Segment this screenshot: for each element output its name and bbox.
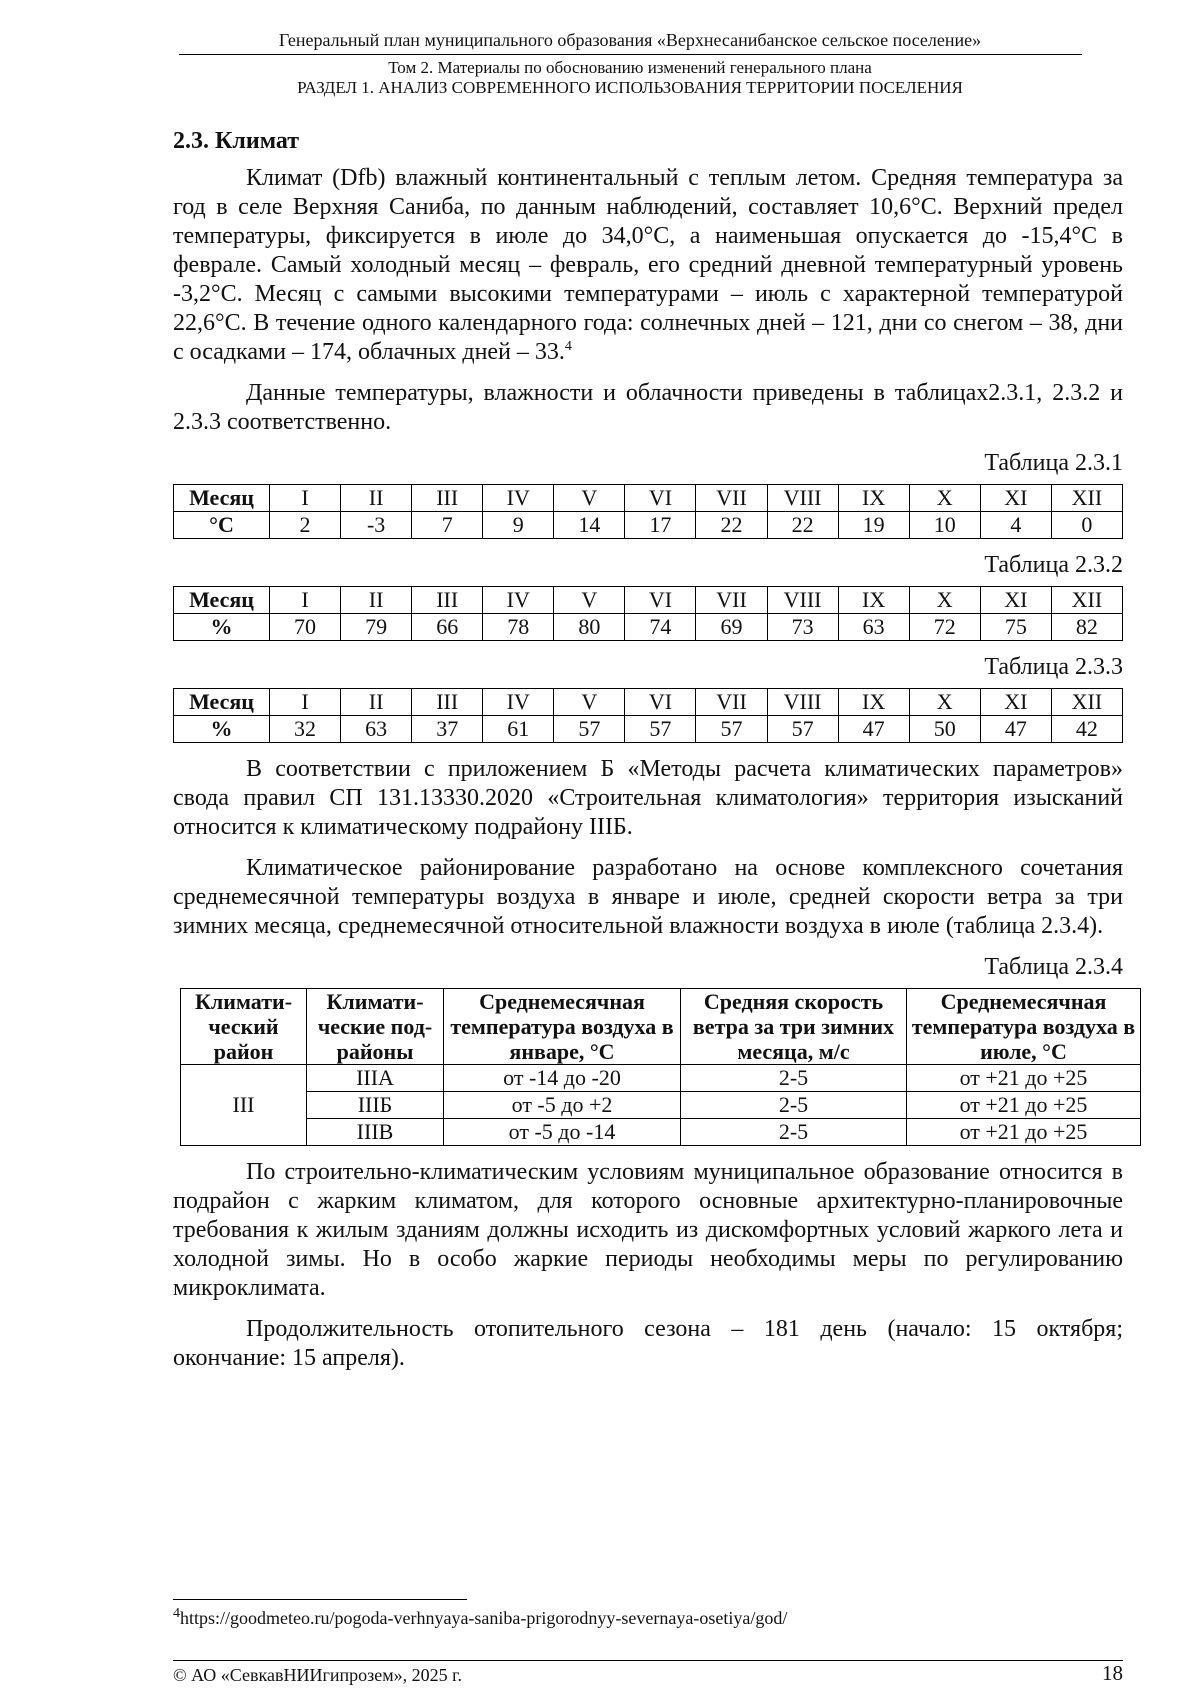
month-cell: X xyxy=(909,587,980,614)
value-cell: 47 xyxy=(838,716,909,743)
value-cell: 57 xyxy=(696,716,767,743)
value-cell: 0 xyxy=(1051,512,1122,539)
month-cell: III xyxy=(412,485,483,512)
month-cell: VII xyxy=(696,689,767,716)
month-cell: II xyxy=(341,689,412,716)
table3-value-row xyxy=(174,716,1123,743)
value-cell: 61 xyxy=(483,716,554,743)
month-cell: I xyxy=(270,485,341,512)
value-cell: 14 xyxy=(554,512,625,539)
month-cell: VI xyxy=(625,689,696,716)
value-cell: 9 xyxy=(483,512,554,539)
month-cell: II xyxy=(341,485,412,512)
table3-row-label: % xyxy=(174,716,270,743)
month-cell: XII xyxy=(1051,689,1122,716)
value-cell: 7 xyxy=(412,512,483,539)
table2-caption: Таблица 2.3.2 xyxy=(984,552,1123,578)
table1-value-row xyxy=(174,512,1123,539)
value-cell: -3 xyxy=(341,512,412,539)
footnote-ref: 4 xyxy=(564,339,572,354)
subdistrict-cell: IIIВ xyxy=(307,1119,444,1146)
month-cell: VII xyxy=(696,485,767,512)
value-cell: 42 xyxy=(1051,716,1122,743)
month-cell: IV xyxy=(483,689,554,716)
footnote xyxy=(173,1607,787,1629)
table3-caption: Таблица 2.3.3 xyxy=(984,654,1123,680)
value-cell: 80 xyxy=(554,614,625,641)
month-cell: XI xyxy=(980,587,1051,614)
table4-header-cell: Средняя скорость ветра за три зимних месяца, м/с xyxy=(681,989,907,1065)
footer-copyright: © АО «СевкавНИИгипрозем», 2025 г. xyxy=(173,1665,462,1685)
value-cell: 63 xyxy=(341,716,412,743)
month-cell: XII xyxy=(1051,485,1122,512)
table2-head-row xyxy=(174,587,1123,614)
value-cell: 79 xyxy=(341,614,412,641)
month-cell: IV xyxy=(483,587,554,614)
section-title: 2.3. Климат xyxy=(173,128,300,154)
value-cell: 63 xyxy=(838,614,909,641)
jan-temp-cell: от -14 до -20 xyxy=(444,1065,681,1092)
table-humidity xyxy=(173,586,1123,641)
footnote-link[interactable]: https://goodmeteo.ru/pogoda-verhnyaya-saniba-prigorodnyy-severnaya-osetiya/god/ xyxy=(180,1608,788,1628)
value-cell: 22 xyxy=(696,512,767,539)
value-cell: 72 xyxy=(909,614,980,641)
table4-header-cell: Среднемесячная температура воздуха в январе, °С xyxy=(444,989,681,1065)
table4-caption: Таблица 2.3.4 xyxy=(984,954,1123,980)
value-cell: 69 xyxy=(696,614,767,641)
month-cell: XII xyxy=(1051,587,1122,614)
district-cell: III xyxy=(181,1065,307,1146)
paragraph-zoning: Климатическое районирование разработано на основе комплексного сочетания среднемесячной температуры воздуха в январе и июле, средней скорости ветра за три зимних месяца, среднемесячной относительной влажности воздуха в июле (таблица 2.3.4). xyxy=(173,855,1123,939)
footnote-rule xyxy=(173,1599,467,1600)
value-cell: 4 xyxy=(980,512,1051,539)
month-cell: VI xyxy=(625,587,696,614)
month-cell: VI xyxy=(625,485,696,512)
value-cell: 37 xyxy=(412,716,483,743)
month-cell: III xyxy=(412,689,483,716)
month-cell: II xyxy=(341,587,412,614)
value-cell: 82 xyxy=(1051,614,1122,641)
table-cloudiness xyxy=(173,688,1123,743)
value-cell: 66 xyxy=(412,614,483,641)
value-cell: 78 xyxy=(483,614,554,641)
wind-speed-cell: 2-5 xyxy=(681,1092,907,1119)
table-climate-zones xyxy=(180,988,1141,1146)
paragraph-climate-zone: В соответствии с приложением Б «Методы расчета климатических параметров» свода правил СП 131.13330.2020 «Строительная климатология» территория изысканий относится к климатическому подрайону IIIБ. xyxy=(173,756,1123,840)
wind-speed-cell: 2-5 xyxy=(681,1119,907,1146)
subdistrict-cell: IIIА xyxy=(307,1065,444,1092)
value-cell: 57 xyxy=(625,716,696,743)
month-cell: IX xyxy=(838,689,909,716)
table1-row-label: °С xyxy=(174,512,270,539)
value-cell: 73 xyxy=(767,614,838,641)
paragraph-climate xyxy=(173,164,1123,367)
month-cell: VIII xyxy=(767,587,838,614)
paragraph-building-conditions: По строительно-климатическим условиям муниципальное образование относится в подрайон с жарким климатом, для которого основные архитектурно-планировочные требования к жилым зданиям должны исходить из дискомфортных условий жаркого лета и холодной зимы. Но в особо жаркие периоды необходимы меры по регулированию микроклимата. xyxy=(173,1159,1123,1301)
value-cell: 32 xyxy=(270,716,341,743)
value-cell: 2 xyxy=(270,512,341,539)
running-header-section: РАЗДЕЛ 1. АНАЛИЗ СОВРЕМЕННОГО ИСПОЛЬЗОВАНИЯ ТЕРРИТОРИИ ПОСЕЛЕНИЯ xyxy=(297,78,963,97)
table3-head-label: Месяц xyxy=(174,689,270,716)
table4-header-cell: Климати-ческие под-районы xyxy=(307,989,444,1065)
value-cell: 17 xyxy=(625,512,696,539)
month-cell: V xyxy=(554,689,625,716)
month-cell: I xyxy=(270,587,341,614)
month-cell: VII xyxy=(696,587,767,614)
table1-head-label: Месяц xyxy=(174,485,270,512)
month-cell: IX xyxy=(838,485,909,512)
page-content xyxy=(173,127,1136,1373)
paragraph-tables-intro: Данные температуры, влажности и облачности приведены в таблицах2.3.1, 2.3.2 и 2.3.3 соответственно. xyxy=(173,380,1123,435)
month-cell: VIII xyxy=(767,485,838,512)
value-cell: 10 xyxy=(909,512,980,539)
month-cell: X xyxy=(909,689,980,716)
table4-head-row xyxy=(181,989,1141,1065)
wind-speed-cell: 2-5 xyxy=(681,1065,907,1092)
footer-rule xyxy=(173,1660,1123,1661)
month-cell: IX xyxy=(838,587,909,614)
month-cell: XI xyxy=(980,485,1051,512)
table1-head-row xyxy=(174,485,1123,512)
value-cell: 57 xyxy=(767,716,838,743)
header-rule xyxy=(179,54,1082,55)
jan-temp-cell: от -5 до -14 xyxy=(444,1119,681,1146)
paragraph-climate-text: Климат (Dfb) влажный континентальный с теплым летом. Средняя температура за год в селе Верхняя Санибa, по данным наблюдений, составляет 10,6°С. Верхний предел температуры, фиксируется в июле до 34,0°С, а наименьшая опускается до -15,4°С в феврале. Самый холодный месяц – февраль, его средний дневной температурный уровень -3,2°С. Месяц с самыми высокими температурами – июль с характерной температурой 22,6°С. В течение одного календарного года: солнечных дней – 121, дни со снегом – 38, дни с осадками – 174, облачных дней – 33. xyxy=(173,165,1123,365)
value-cell: 50 xyxy=(909,716,980,743)
month-cell: III xyxy=(412,587,483,614)
paragraph-heating-season: Продолжительность отопительного сезона – 181 день (начало: 15 октября; окончание: 15 апреля). xyxy=(173,1316,1123,1371)
value-cell: 19 xyxy=(838,512,909,539)
month-cell: X xyxy=(909,485,980,512)
footnote-mark: 4 xyxy=(173,1606,180,1621)
table4-header-cell: Среднемесячная температура воздуха в июле, °С xyxy=(907,989,1141,1065)
value-cell: 74 xyxy=(625,614,696,641)
month-cell: XI xyxy=(980,689,1051,716)
table3-head-row xyxy=(174,689,1123,716)
jul-temp-cell: от +21 до +25 xyxy=(907,1092,1141,1119)
month-cell: IV xyxy=(483,485,554,512)
month-cell: V xyxy=(554,485,625,512)
value-cell: 22 xyxy=(767,512,838,539)
running-header-volume: Том 2. Материалы по обоснованию изменений генерального плана xyxy=(388,58,872,77)
jan-temp-cell: от -5 до +2 xyxy=(444,1092,681,1119)
table2-head-label: Месяц xyxy=(174,587,270,614)
jul-temp-cell: от +21 до +25 xyxy=(907,1119,1141,1146)
page-number: 18 xyxy=(1102,1661,1123,1685)
month-cell: I xyxy=(270,689,341,716)
month-cell: VIII xyxy=(767,689,838,716)
value-cell: 75 xyxy=(980,614,1051,641)
table2-row-label: % xyxy=(174,614,270,641)
table4-header-cell: Климати-ческий район xyxy=(181,989,307,1065)
table1-caption: Таблица 2.3.1 xyxy=(984,450,1123,476)
table-row xyxy=(181,1119,1141,1146)
jul-temp-cell: от +21 до +25 xyxy=(907,1065,1141,1092)
running-header-title: Генеральный план муниципального образования «Верхнесанибанское сельское поселение» xyxy=(278,30,982,50)
value-cell: 47 xyxy=(980,716,1051,743)
value-cell: 57 xyxy=(554,716,625,743)
table-row xyxy=(181,1065,1141,1092)
table-row xyxy=(181,1092,1141,1119)
table2-value-row xyxy=(174,614,1123,641)
value-cell: 70 xyxy=(270,614,341,641)
subdistrict-cell: IIIБ xyxy=(307,1092,444,1119)
table-temperature xyxy=(173,484,1123,539)
month-cell: V xyxy=(554,587,625,614)
